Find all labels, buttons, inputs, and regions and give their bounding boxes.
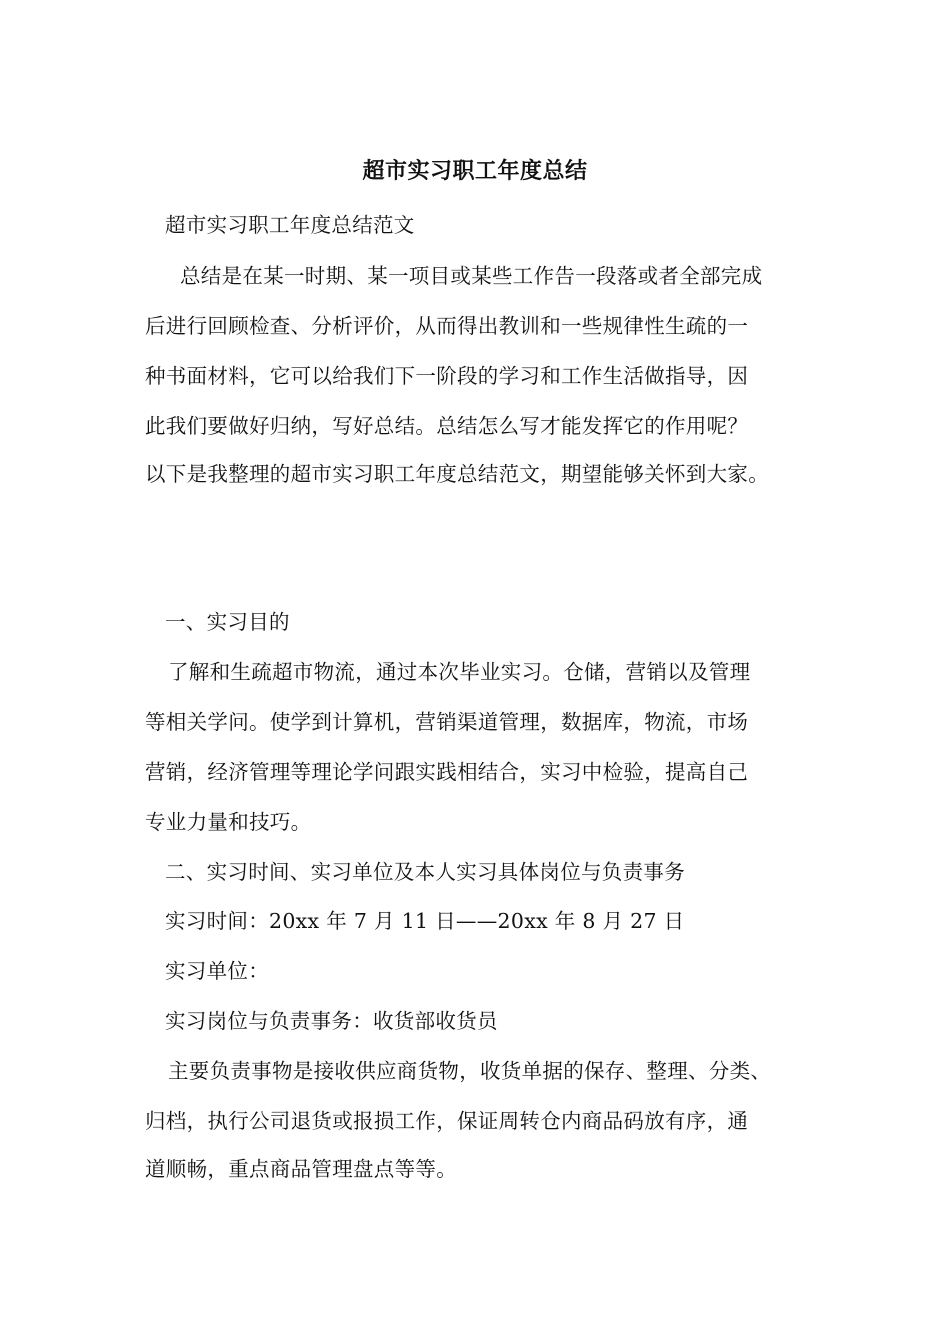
intro-line-2: 后进行回顾检查、分析评价，从而得出教训和一些规律性生疏的一: [145, 314, 749, 338]
section1-line-1: 了解和生疏超市物流，通过本次毕业实习。仓储，营销以及管理: [168, 660, 751, 684]
section2-heading: 二、实习时间、实习单位及本人实习具体岗位与负责事务: [165, 860, 685, 884]
internship-time: 实习时间：20xx 年 7 月 11 日——20xx 年 8 月 27 日: [165, 909, 685, 933]
intro-line-3: 种书面材料，它可以给我们下一阶段的学习和工作生活做指导，因: [145, 364, 749, 388]
section1-line-3: 营销，经济管理等理论学问跟实践相结合，实习中检验，提高自己: [145, 760, 749, 784]
duties-line-1: 主要负责事物是接收供应商货物，收货单据的保存、整理、分类、: [168, 1059, 772, 1083]
duties-line-3: 道顺畅，重点商品管理盘点等等。: [145, 1157, 457, 1181]
section1-heading: 一、实习目的: [165, 610, 290, 634]
duties-line-2: 归档，执行公司退货或报损工作，保证周转仓内商品码放有序，通: [145, 1109, 749, 1133]
section1-line-4: 专业力量和技巧。: [145, 810, 312, 834]
intro-line-1: 总结是在某一时期、某一项目或某些工作告一段落或者全部完成: [180, 264, 763, 288]
internship-post: 实习岗位与负责事务：收货部收货员: [165, 1009, 498, 1033]
document-subtitle: 超市实习职工年度总结范文: [165, 213, 415, 237]
intro-line-5: 以下是我整理的超市实习职工年度总结范文，期望能够关怀到大家。: [145, 462, 769, 486]
intro-line-4: 此我们要做好归纳，写好总结。总结怎么写才能发挥它的作用呢？: [145, 414, 749, 438]
document-title: 超市实习职工年度总结: [362, 158, 588, 184]
section1-line-2: 等相关学问。使学到计算机，营销渠道管理，数据库，物流，市场: [145, 710, 749, 734]
internship-unit: 实习单位：: [165, 959, 269, 983]
